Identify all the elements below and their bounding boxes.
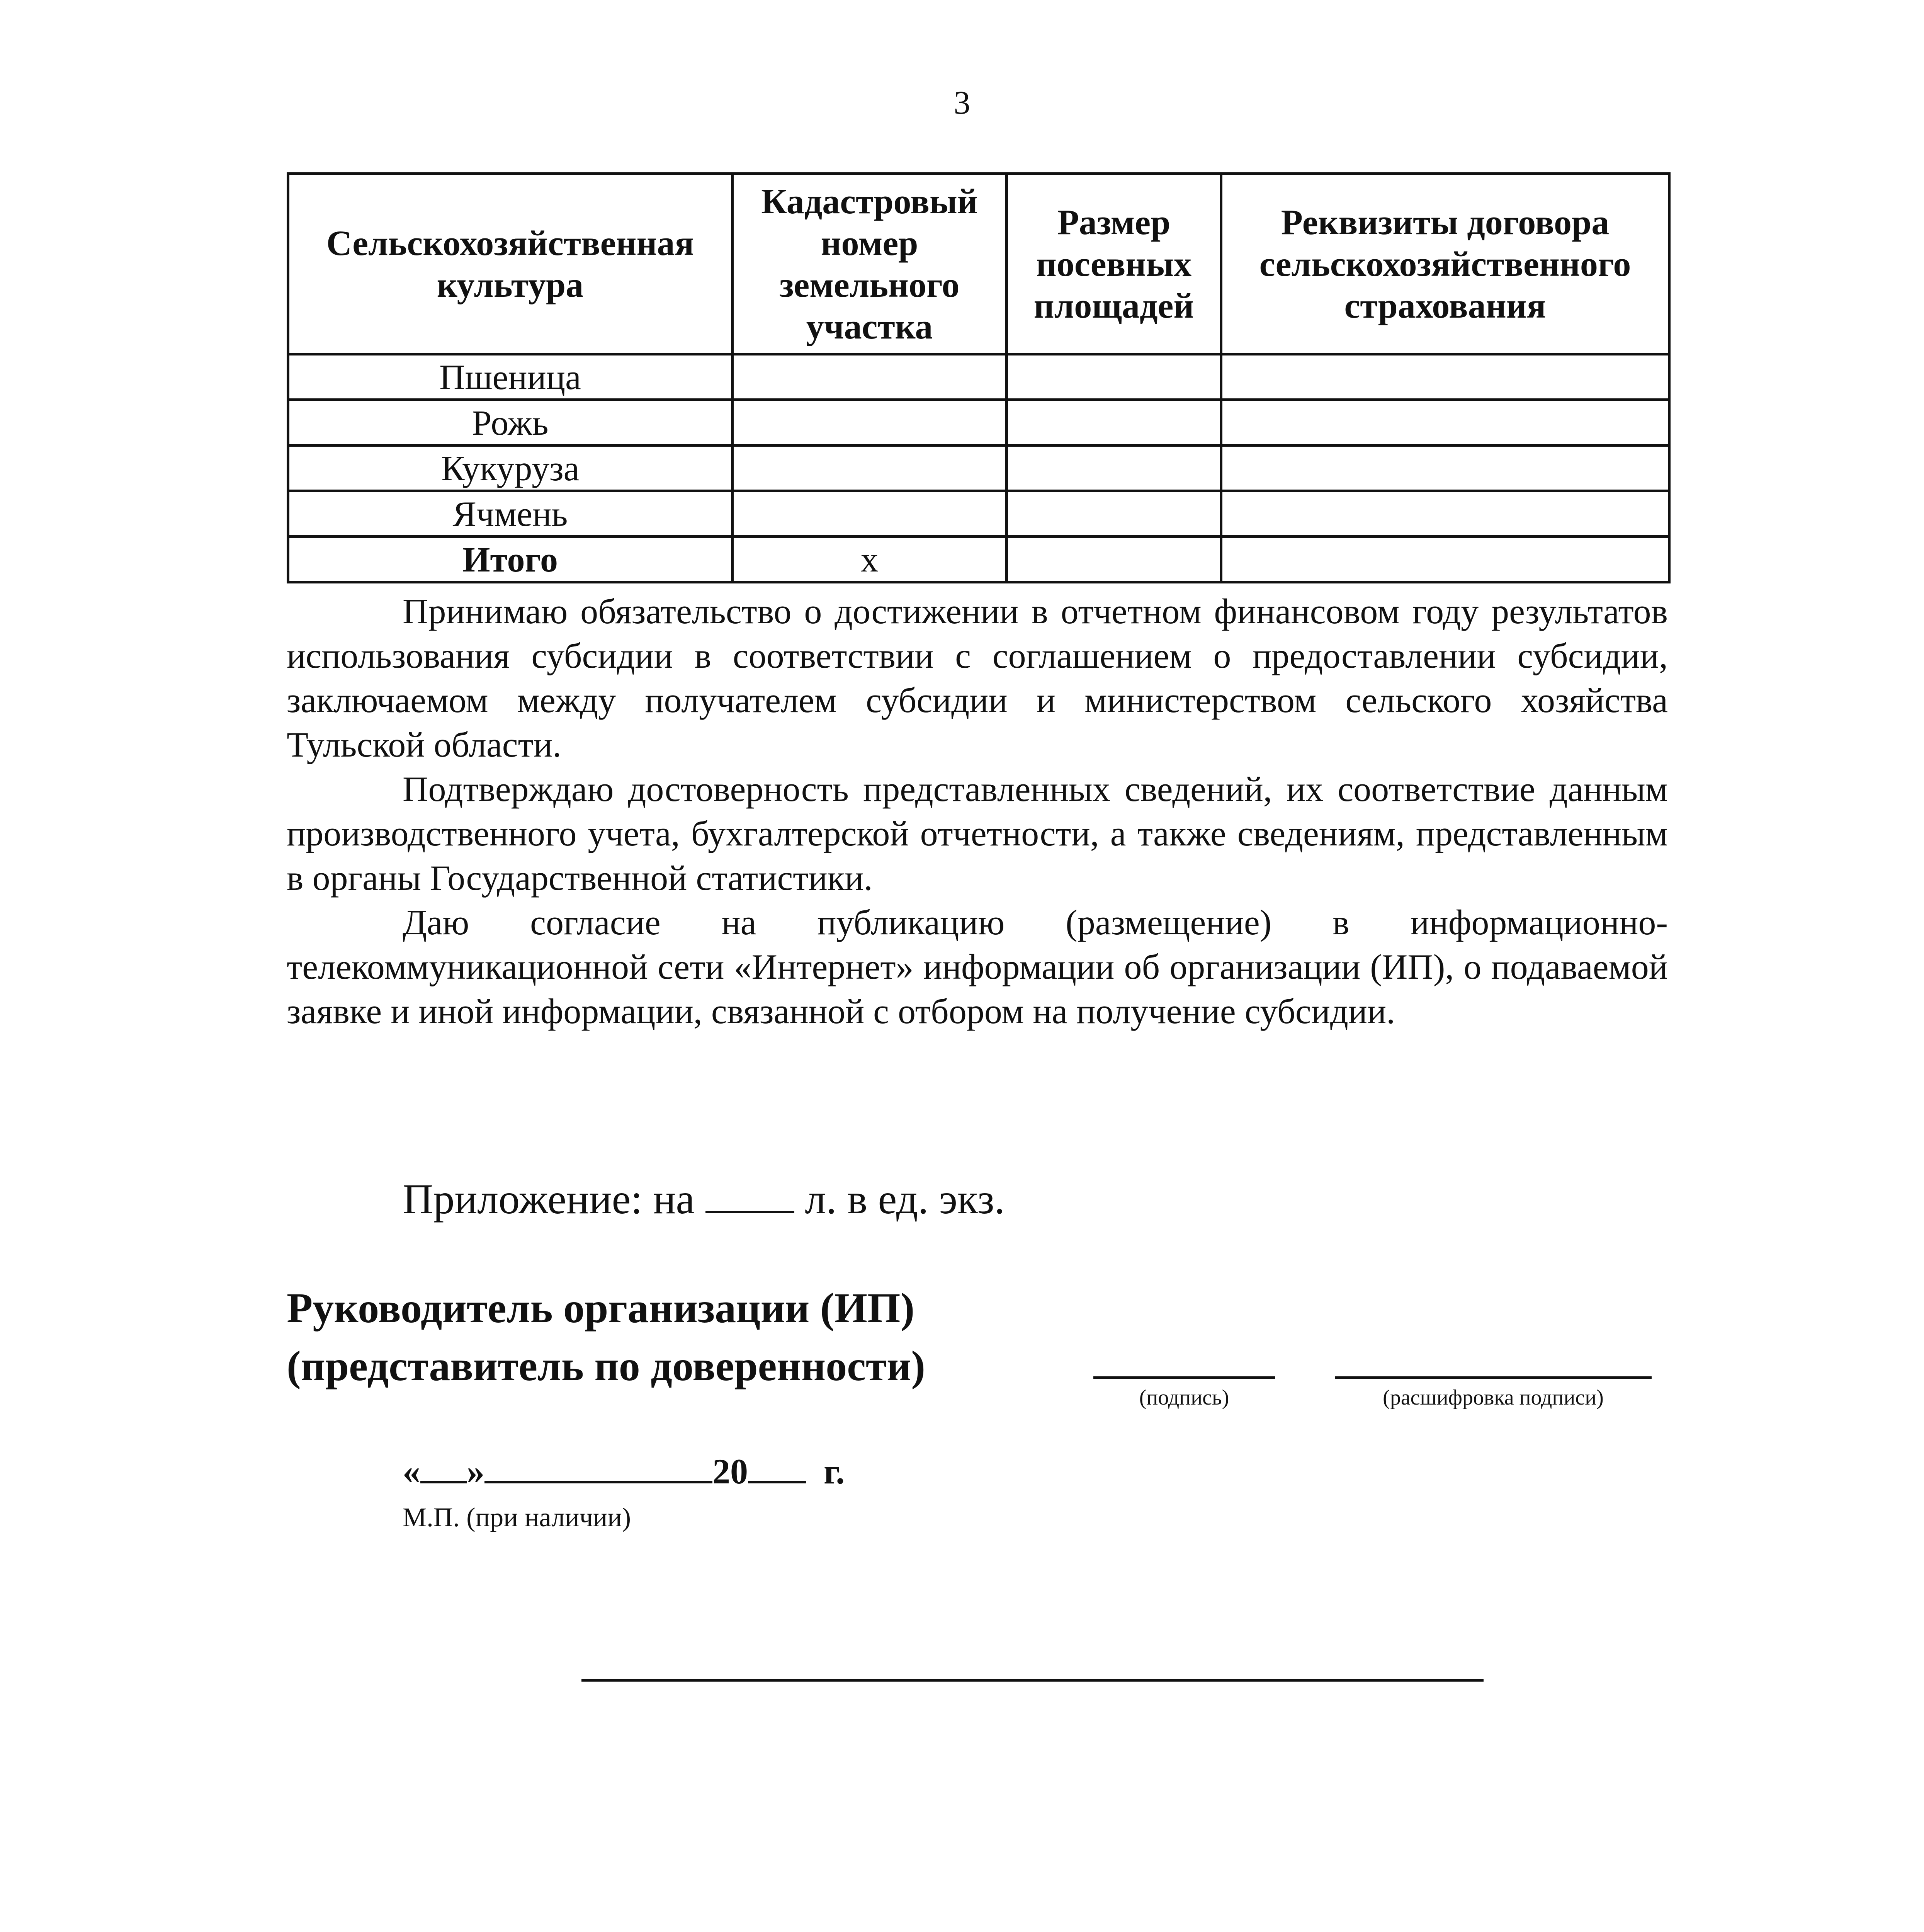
header-crop: Сельскохозяйственная культура — [288, 174, 733, 354]
stamp-note: М.П. (при наличии) — [403, 1503, 631, 1532]
cell-area — [1007, 446, 1221, 491]
cell-insurance — [1221, 491, 1669, 537]
date-year-suffix: г. — [824, 1452, 845, 1491]
cell-cadastral — [733, 354, 1007, 400]
signatory-heading-line1: Руководитель организации (ИП) — [287, 1284, 915, 1332]
date-month-blank[interactable] — [484, 1481, 712, 1483]
signature-caption: (подпись) — [1139, 1386, 1229, 1410]
obligation-paragraph: Принимаю обязательство о достижении в отчетном финансовом году результатов использования субсидии в соответствии с соглашением о предоставлении субсидии, заключаемом между получателем субсидии и министерством сельского хозяйства Тульской области. — [287, 592, 1668, 764]
date-open-quote: « — [403, 1452, 420, 1491]
cell-crop: Ячмень — [288, 491, 733, 537]
cell-crop: Кукуруза — [288, 446, 733, 491]
cell-cadastral — [733, 400, 1007, 446]
crop-table — [287, 172, 1671, 583]
cell-area — [1007, 400, 1221, 446]
date-year-prefix: 20 — [712, 1452, 748, 1491]
header-cadastral-number: Кадастровый номер земельного участка — [733, 174, 1007, 354]
cell-area — [1007, 491, 1221, 537]
bottom-divider — [581, 1679, 1484, 1682]
cell-crop: Рожь — [288, 400, 733, 446]
appendix-pages-blank[interactable] — [705, 1211, 794, 1213]
table-row — [288, 446, 1669, 491]
total-area — [1007, 537, 1221, 582]
table-header-row — [288, 174, 1669, 354]
cell-cadastral — [733, 446, 1007, 491]
table-row — [288, 354, 1669, 400]
date-line — [403, 1451, 845, 1492]
total-label: Итого — [288, 537, 733, 582]
cell-insurance — [1221, 446, 1669, 491]
consent-paragraph: Даю согласие на публикацию (размещение) в информационно-телекоммуникационной сети «Интернет» информации об организации (ИП), о подаваемой заявке и иной информации, связанной с отбором на получение субсидии. — [287, 903, 1668, 1031]
table-row — [288, 400, 1669, 446]
date-close-quote: » — [467, 1452, 484, 1491]
date-day-blank[interactable] — [420, 1481, 467, 1483]
total-insurance — [1221, 537, 1669, 582]
date-year-blank[interactable] — [748, 1481, 806, 1483]
signatory-heading — [287, 1279, 925, 1395]
signature-line[interactable] — [1093, 1376, 1275, 1379]
appendix-prefix: Приложение: на — [403, 1175, 695, 1223]
header-sown-area: Размер посевных площадей — [1007, 174, 1221, 354]
appendix-suffix: л. в ед. экз. — [805, 1175, 1005, 1223]
header-insurance-contract: Реквизиты договора сельскохозяйственного страхования — [1221, 174, 1669, 354]
cell-area — [1007, 354, 1221, 400]
signature-decoding-caption: (расшифровка подписи) — [1383, 1386, 1604, 1410]
signatory-heading-line2: (представитель по доверенности) — [287, 1342, 926, 1389]
cell-cadastral — [733, 491, 1007, 537]
page-number: 3 — [954, 84, 970, 121]
confirmation-paragraph: Подтверждаю достоверность представленных сведений, их соответствие данным производственного учета, бухгалтерской отчетности, а также сведениям, представленным в органы Государственной статистики. — [287, 769, 1668, 898]
signature-decoding-line[interactable] — [1335, 1376, 1652, 1379]
cell-crop: Пшеница — [288, 354, 733, 400]
cell-insurance — [1221, 354, 1669, 400]
table-row — [288, 491, 1669, 537]
cell-insurance — [1221, 400, 1669, 446]
table-total-row — [288, 537, 1669, 582]
appendix-line — [403, 1175, 1005, 1224]
total-cadastral: х — [733, 537, 1007, 582]
